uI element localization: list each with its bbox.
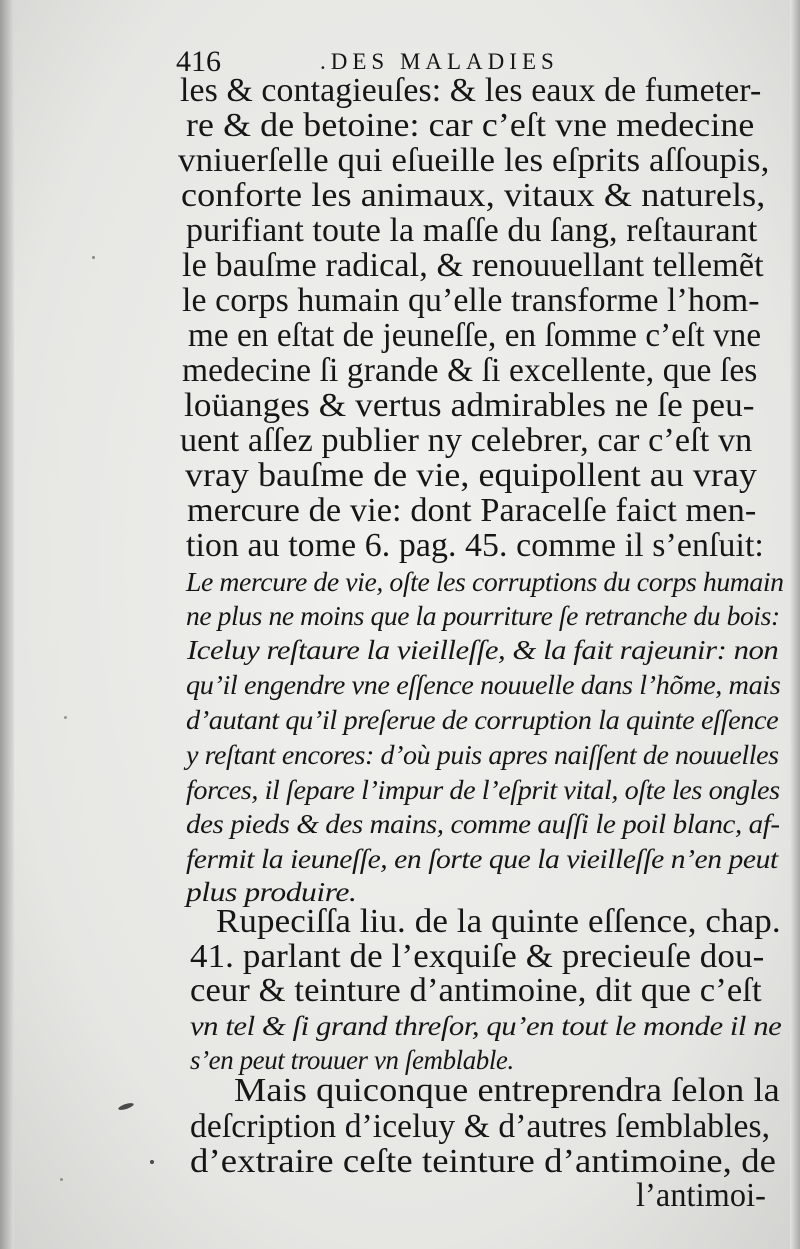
text-line: Rupeciſſa liu. de la quinte eſſence, chap. xyxy=(216,903,781,940)
quotation-line: Le mercure de vie, oſte les corruptions du corps humain xyxy=(186,567,784,597)
quotation-line: d’autant qu’il preſerue de corruption la quinte eſſence xyxy=(186,705,779,735)
quotation-line: qu’il engendre vne eſſence nouuelle dans l’hõme, mais xyxy=(186,670,781,700)
text-line: loüanges & vertus admirables ne ſe peu- xyxy=(184,387,755,424)
quotation-line: ne plus ne moins que la pourriture ſe retranche du bois: xyxy=(186,601,780,631)
text-line: d’extraire ceſte teinture d’antimoine, de xyxy=(190,1143,777,1180)
quotation-line: Iceluy reſtaure la vieilleſſe, & la fait rajeunir: non xyxy=(187,635,779,665)
text-line: vray bauſme de vie, equipollent au vray xyxy=(185,457,757,494)
quotation-line: fermit la ieuneſſe, en ſorte que la vieilleſſe n’en peut xyxy=(186,844,778,874)
text-line: me en eſtat de jeuneſſe, en ſomme c’eſt vne xyxy=(188,317,762,354)
text-line: ceur & teinture d’antimoine, dit que c’eſt xyxy=(190,972,762,1009)
text-line: conforte les animaux, vitaux & naturels, xyxy=(181,177,766,214)
text-line: purifiant toute la maſſe du ſang, reſtaurant xyxy=(186,212,758,249)
text-line: Mais quiconque entreprendra ſelon la xyxy=(234,1072,780,1109)
text-line: le bauſme radical, & renouuellant tellemẽt xyxy=(182,247,764,284)
quotation-line: vn tel & ſi grand threſor, qu’en tout le monde il ne xyxy=(190,1011,782,1041)
text-line: l’antimoi- xyxy=(636,1177,766,1214)
text-line: deſcription d’iceluy & d’autres ſemblables, xyxy=(190,1108,771,1145)
quotation-line: plus produire. xyxy=(186,877,357,907)
text-line: les & contagieuſes: & les eaux de fumeter- xyxy=(180,72,762,109)
text-line: vniuerſelle qui eſueille les eſprits aſſoupis, xyxy=(178,142,770,179)
page-number: 416 xyxy=(176,45,221,78)
quotation-line: forces, il ſepare l’impur de l’eſprit vital, oſte les ongles xyxy=(186,775,780,805)
text-line: tion au tome 6. pag. 45. comme il s’enſuit: xyxy=(186,527,764,564)
text-line: re & de betoine: car c’eſt vne medecine xyxy=(186,107,755,144)
quotation-line: des pieds & des mains, comme auſſi le poil blanc, af- xyxy=(186,809,780,839)
text-line: 41. parlant de l’exquiſe & precieuſe dou- xyxy=(190,938,765,975)
text-line: le corps humain qu’elle transforme l’hom- xyxy=(182,282,760,319)
quotation-line: y reſtant encores: d’où puis apres naiſſent de nouuelles xyxy=(186,740,779,770)
text-line: uent aſſez publier ny celebrer, car c’eſt vn xyxy=(180,422,753,459)
text-line: mercure de vie: dont Paracelſe faict men- xyxy=(187,492,757,529)
text-line: medecine ſi grande & ſi excellente, que ſes xyxy=(182,352,758,389)
quotation-line: s’en peut trouuer vn ſemblable. xyxy=(190,1045,514,1075)
running-head: .DES MALADIES xyxy=(320,49,559,74)
